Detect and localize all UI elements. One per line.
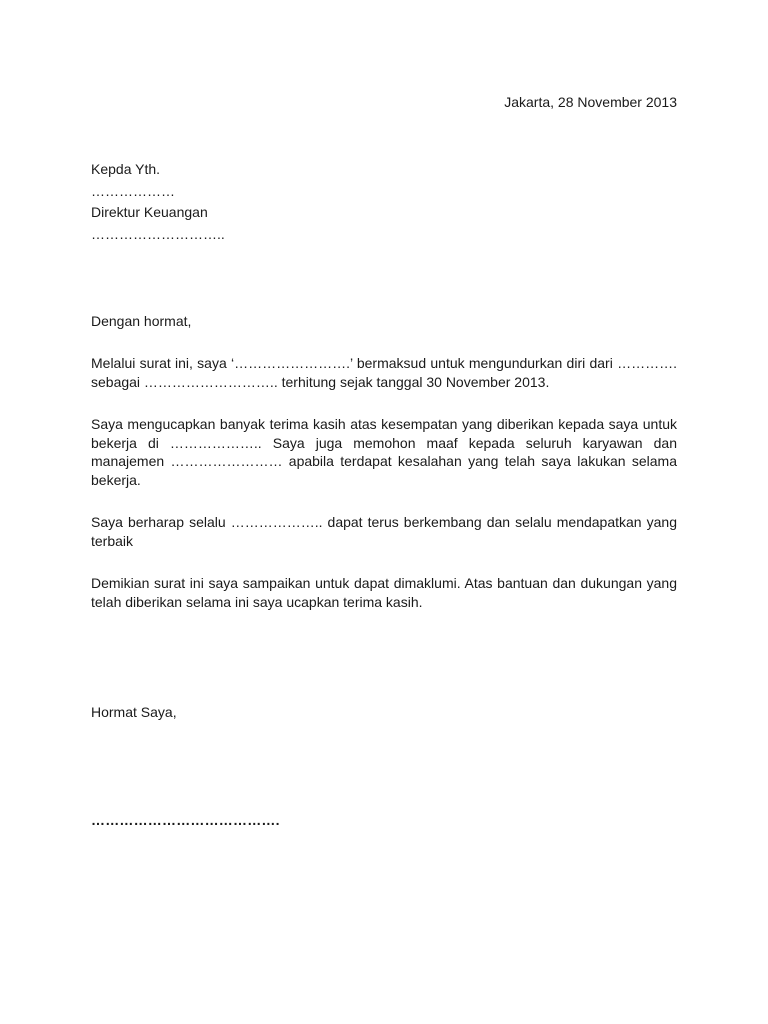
body-paragraph-thanks: Saya mengucapkan banyak terima kasih atas kesempatan yang diberikan kepada saya untuk bekerja di ……………….. Saya juga memohon maaf kepada seluruh karyawan dan manajemen …………………… apabila terdapat kesalahan yang telah saya lakukan selama bekerja.	[91, 416, 677, 488]
greeting: Dengan hormat,	[91, 313, 192, 329]
closing-line: Hormat Saya,	[91, 704, 177, 720]
addressee-name-blank: ………………	[91, 182, 175, 199]
addressee-address-blank: ………………………..	[91, 225, 225, 242]
body-paragraph-hope: Saya berharap selalu ……………….. dapat terus berkembang dan selalu mendapatkan yang terbaik	[91, 514, 677, 549]
addressee-block	[91, 159, 225, 245]
body-paragraph-closing: Demikian surat ini saya sampaikan untuk dapat dimaklumi. Atas bantuan dan dukungan yang telah diberikan selama ini saya ucapkan terima kasih.	[91, 575, 677, 610]
date-line: Jakarta, 28 November 2013	[504, 94, 677, 110]
addressee-position: Direktur Keuangan	[91, 204, 208, 220]
signature-blank: ………………………………….	[91, 812, 280, 828]
body-paragraph-resignation: Melalui surat ini, saya ‘…………………….’ bermaksud untuk mengundurkan diri dari …………. sebagai ……………………….. terhitung sejak tanggal 30 November 2013.	[91, 355, 677, 390]
addressee-salutation: Kepda Yth.	[91, 161, 161, 177]
